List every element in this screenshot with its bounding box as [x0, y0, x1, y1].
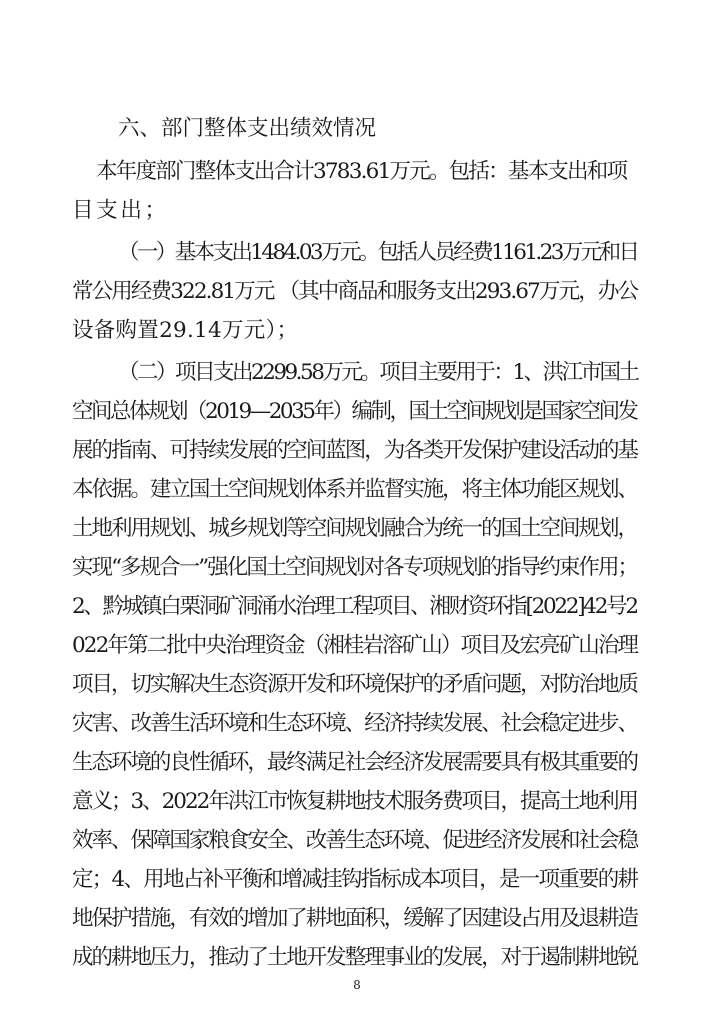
paragraph-line: 效率、保障国家粮食安全、改善生态环境、促进经济发展和社会稳: [72, 828, 637, 853]
paragraph-line: 展的指南、可持续发展的空间蓝图，为各类开发保护建设活动的基: [72, 438, 637, 463]
paragraph-line: 意义；3、2022年洪江市恢复耕地技术服务费项目，提高土地利用: [72, 789, 637, 814]
paragraph-line: 项目，切实解决生态资源开发和环境保护的矛盾问题，对防治地质: [72, 672, 637, 697]
paragraph-line: 022年第二批中央治理资金（湘桂岩溶矿山）项目及宏亮矿山治理: [72, 633, 638, 658]
paragraph-line: 土地利用规划、城乡规划等空间规划融合为统一的国土空间规划，: [72, 516, 637, 541]
paragraph-line: 本依据。建立国土空间规划体系并监督实施，将主体功能区规划、: [72, 477, 637, 502]
paragraph-line: 设备购置29.14万元）；: [72, 318, 299, 343]
paragraph-line: 定；4、用地占补平衡和增减挂钩指标成本项目，是一项重要的耕: [72, 867, 638, 892]
paragraph-line: 2、黔城镇白栗洞矿洞涌水治理工程项目、湘财资环指[2022]42号2: [72, 594, 637, 619]
paragraph-line: （一）基本支出1484.03万元。包括人员经费1161.23万元和日: [118, 240, 638, 265]
page-number: 8: [353, 978, 361, 992]
paragraph-line: 成的耕地压力，推动了土地开发整理事业的发展，对于遏制耕地锐: [72, 945, 637, 970]
paragraph-line: 常公用经费322.81万元 （其中商品和服务支出293.67万元，办公: [72, 279, 638, 304]
paragraph-line: 实现“多规合一”强化国土空间规划对各专项规划的指导约束作用；: [72, 555, 638, 580]
paragraph-line: 目支出；: [72, 198, 169, 223]
section-heading: 六、部门整体支出绩效情况: [118, 116, 377, 141]
paragraph-line: 灾害、改善生活环境和生态环境、经济持续发展、社会稳定进步、: [72, 711, 637, 736]
paragraph-line: 本年度部门整体支出合计3783.61万元。包括：基本支出和项: [96, 159, 627, 184]
paragraph-line: 空间总体规划（2019—2035年）编制，国土空间规划是国家空间发: [72, 399, 637, 424]
paragraph-line: 地保护措施，有效的增加了耕地面积，缓解了因建设占用及退耕造: [72, 906, 637, 931]
paragraph-line: 生态环境的良性循环，最终满足社会经济发展需要具有极其重要的: [72, 750, 637, 775]
paragraph-line: （二）项目支出2299.58万元。项目主要用于：1、洪江市国土: [118, 360, 638, 385]
